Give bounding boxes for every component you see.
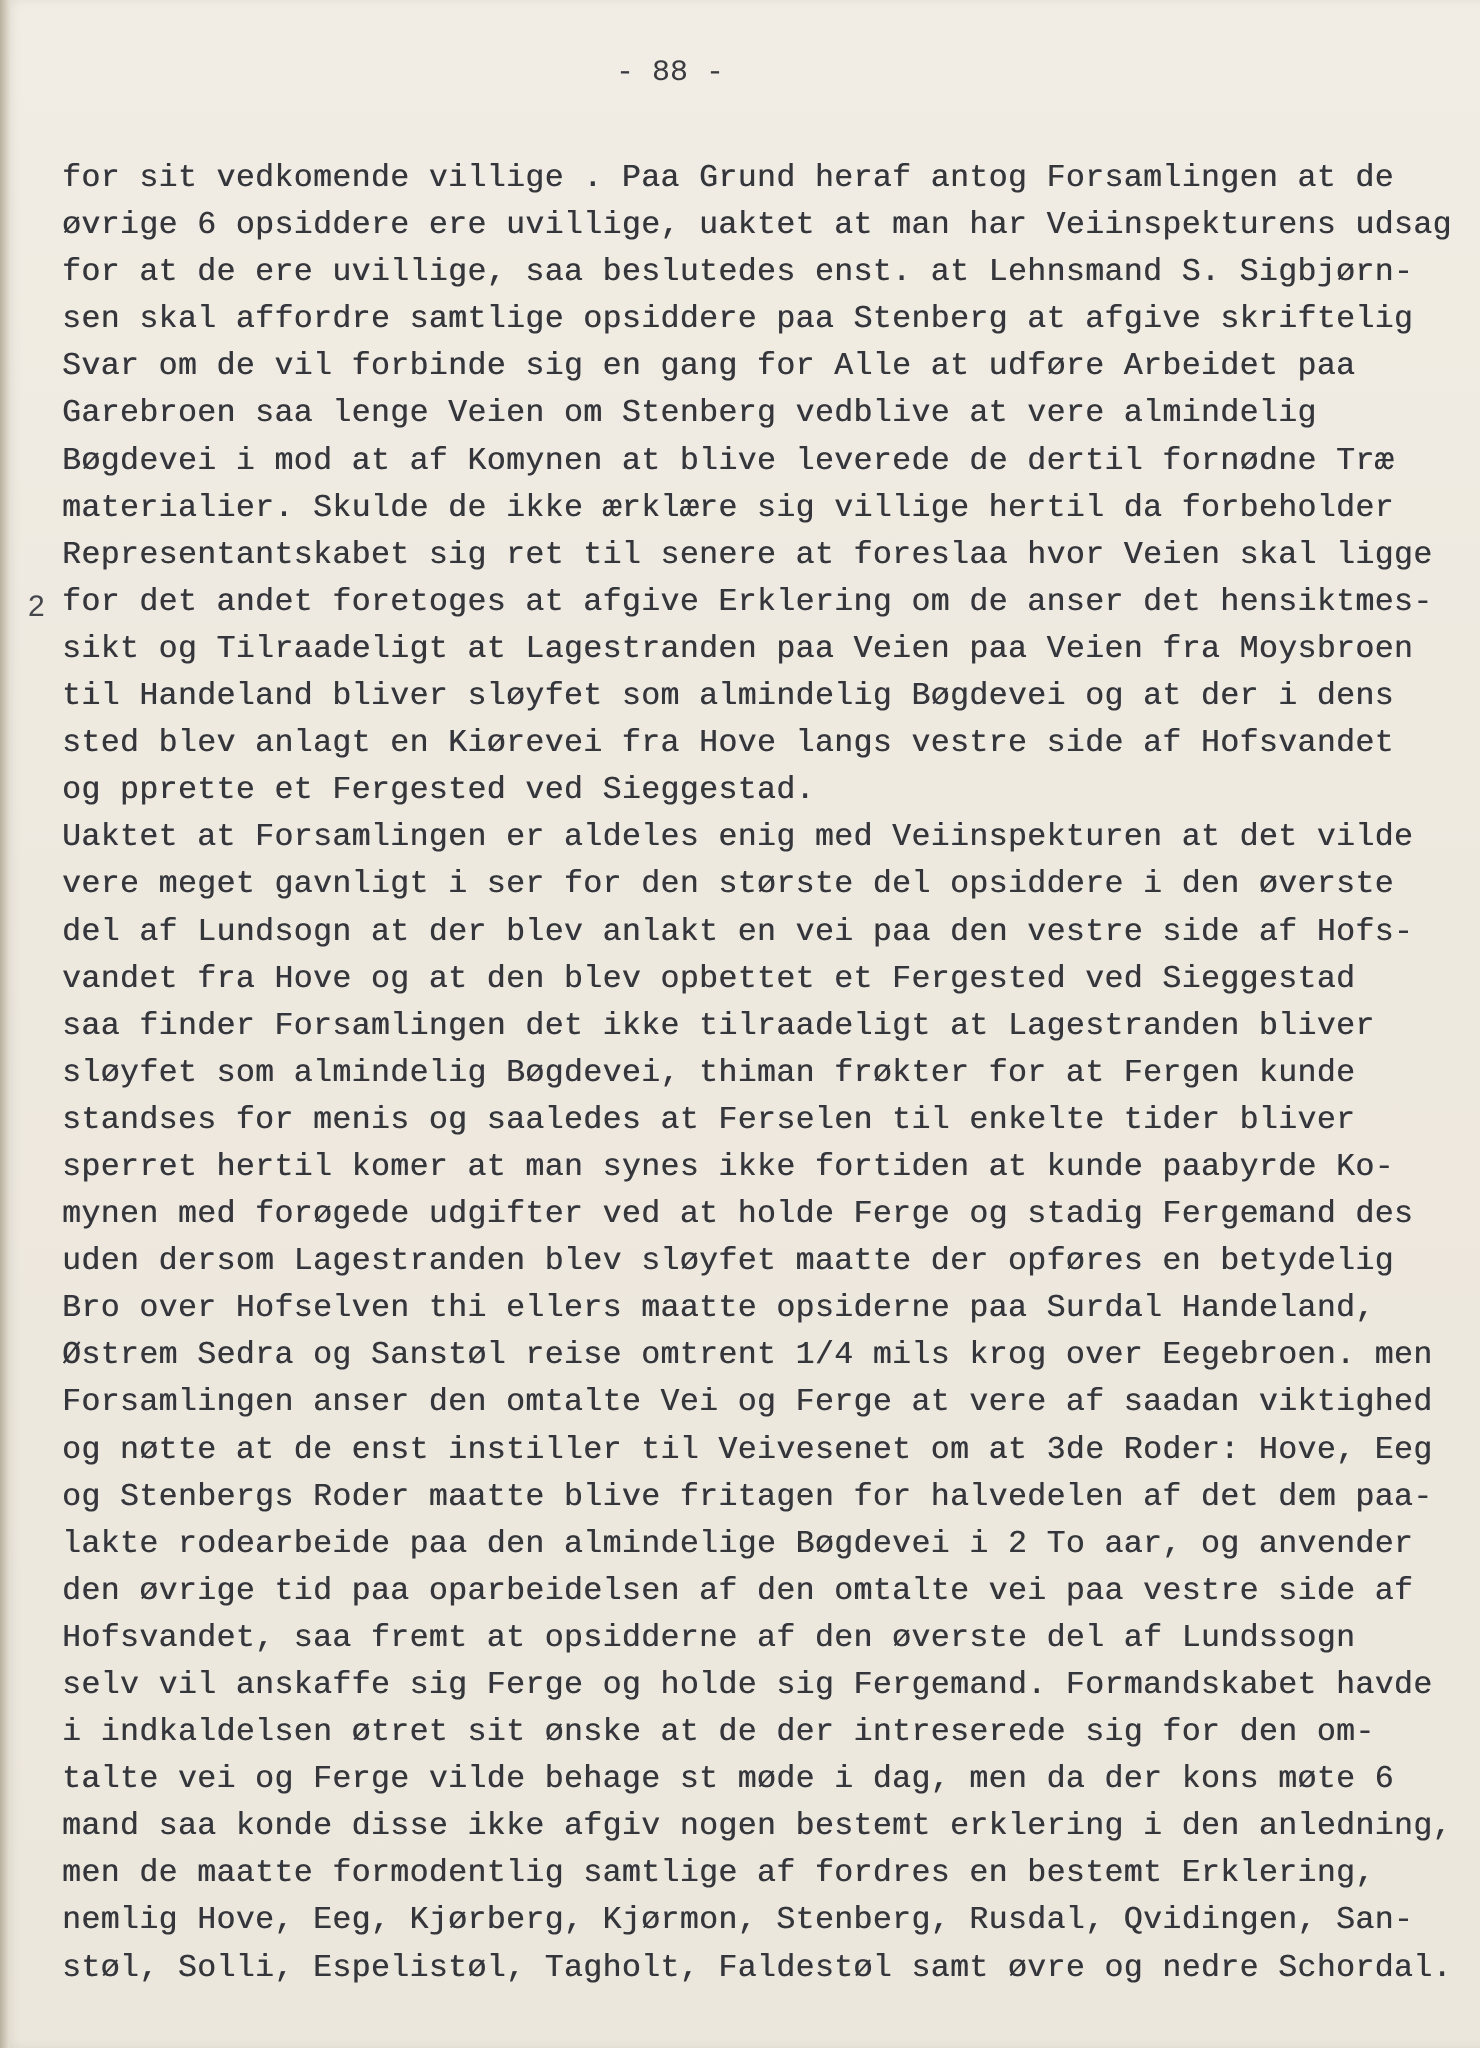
text-line: den øvrige tid paa oparbeidelsen af den omtalte vei paa vestre side af — [62, 1573, 1414, 1609]
text-line: mynen med forøgede udgifter ved at holde Ferge og stadig Fergemand des — [62, 1197, 1414, 1233]
text-line: i indkaldelsen øtret sit ønske at de der intreserede sig for den om- — [62, 1715, 1375, 1751]
text-line: Forsamlingen anser den omtalte Vei og Ferge at vere af saadan viktighed — [62, 1385, 1433, 1421]
text-line: Garebroen saa lenge Veien om Stenberg vedblive at vere almindelig — [62, 396, 1317, 432]
text-line: og pprette et Fergested ved Sieggestad. — [62, 773, 815, 809]
text-line: for det andet foretoges at afgive Erklering om de anser det hensiktmes- — [62, 584, 1433, 620]
text-line: Hofsvandet, saa fremt at opsidderne af den øverste del af Lundssogn — [62, 1620, 1356, 1656]
text-line: materialier. Skulde de ikke ærklære sig villige hertil da forbeholder — [62, 490, 1394, 526]
text-line: uden dersom Lagestranden blev sløyfet maatte der opføres en betydelig — [62, 1244, 1394, 1280]
text-line: vandet fra Hove og at den blev opbettet et Fergested ved Sieggestad — [62, 961, 1356, 997]
text-line: Bøgdevei i mod at af Komynen at blive leverede de dertil fornødne Træ — [62, 443, 1394, 479]
text-line: lakte rodearbeide paa den almindelige Bøgdevei i 2 To aar, og anvender — [62, 1526, 1414, 1562]
text-line: saa finder Forsamlingen det ikke tilraadeligt at Lagestranden bliver — [62, 1008, 1375, 1044]
text-line: standses for menis og saaledes at Ferselen til enkelte tider bliver — [62, 1102, 1356, 1138]
page-binding-edge — [0, 0, 10, 2048]
text-line: øvrige 6 opsiddere ere uvillige, uaktet at man har Veiinspekturens udsag — [62, 208, 1452, 244]
text-line: og Stenbergs Roder maatte blive fritagen for halvedelen af det dem paa- — [62, 1479, 1433, 1515]
text-line: vere meget gavnligt i ser for den største del opsiddere i den øverste — [62, 867, 1394, 903]
text-line: sperret hertil komer at man synes ikke fortiden at kunde paabyrde Ko- — [62, 1149, 1394, 1185]
text-line: talte vei og Ferge vilde behage st møde i dag, men da der kons møte 6 — [62, 1762, 1394, 1798]
text-line: til Handeland bliver sløyfet som almindelig Bøgdevei og at der i dens — [62, 679, 1394, 715]
text-line: for sit vedkomende villige . Paa Grund heraf antog Forsamlingen at de — [62, 161, 1394, 196]
text-line: Bro over Hofselven thi ellers maatte opsiderne paa Surdal Handeland, — [62, 1291, 1375, 1327]
page-number: - 88 - — [615, 56, 725, 90]
text-line: sløyfet som almindelig Bøgdevei, thiman frøkter for at Fergen kunde — [62, 1055, 1356, 1091]
margin-note: 2 — [28, 590, 45, 623]
text-line: del af Lundsogn at der blev anlakt en vei paa den vestre side af Hofs- — [62, 914, 1414, 950]
text-line: sted blev anlagt en Kiørevei fra Hove langs vestre side af Hofsvandet — [62, 726, 1394, 762]
text-line: Svar om de vil forbinde sig en gang for Alle at udføre Arbeidet paa — [62, 349, 1356, 385]
text-line: støl, Solli, Espelistøl, Tagholt, Faldestøl samt øvre og nedre Schordal. — [62, 1950, 1452, 1986]
text-line: Østrem Sedra og Sanstøl reise omtrent 1/4 mils krog over Eegebroen. men — [62, 1338, 1433, 1374]
text-line: Uaktet at Forsamlingen er aldeles enig med Veiinspekturen at det vilde — [62, 820, 1414, 856]
text-line: selv vil anskaffe sig Ferge og holde sig Fergemand. Formandskabet havde — [62, 1668, 1433, 1703]
text-line: sen skal affordre samtlige opsiddere paa Stenberg at afgive skriftelig — [62, 302, 1414, 338]
text-line: sikt og Tilraadeligt at Lagestranden paa Veien paa Veien fra Moysbroen — [62, 631, 1414, 667]
typed-text-block — [62, 155, 1462, 1992]
text-line: men de maatte formodentlig samtlige af fordres en bestemt Erklering, — [62, 1856, 1375, 1892]
text-line: for at de ere uvillige, saa beslutedes enst. at Lehnsmand S. Sigbjørn- — [62, 255, 1414, 291]
text-line: og nøtte at de enst instiller til Veivesenet om at 3de Roder: Hove, Eeg — [62, 1432, 1433, 1468]
text-line: nemlig Hove, Eeg, Kjørberg, Kjørmon, Stenberg, Rusdal, Qvidingen, San- — [62, 1903, 1414, 1939]
text-line: mand saa konde disse ikke afgiv nogen bestemt erklering i den anledning, — [62, 1809, 1452, 1845]
text-line: Representantskabet sig ret til senere at foreslaa hvor Veien skal ligge — [62, 537, 1433, 573]
